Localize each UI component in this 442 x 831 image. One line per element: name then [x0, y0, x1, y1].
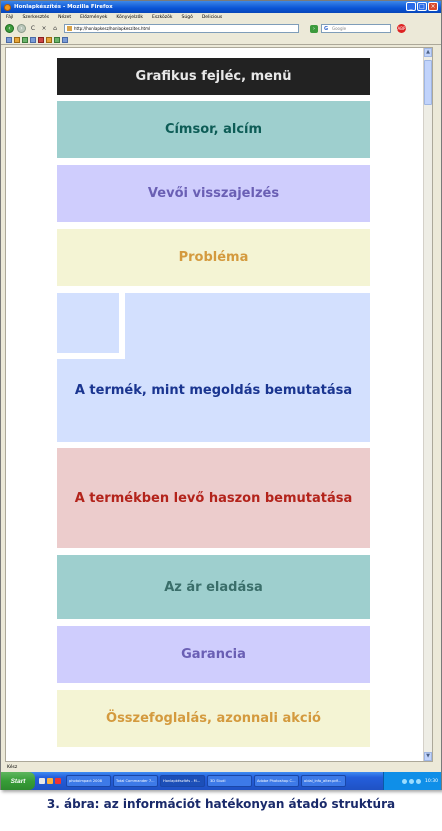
block-problem: Probléma — [57, 229, 370, 286]
favicon-icon — [67, 26, 72, 31]
reload-icon[interactable]: C — [30, 24, 36, 32]
status-bar: Kész — [7, 765, 18, 770]
firefox-icon — [4, 4, 11, 11]
task-buttons — [66, 775, 346, 787]
search-placeholder: Google — [332, 26, 347, 31]
quicklaunch-icon[interactable] — [47, 778, 53, 784]
minimize-button[interactable]: _ — [406, 2, 416, 11]
block-guarantee: Garancia — [57, 626, 370, 683]
menu-help[interactable]: Súgó — [181, 15, 193, 20]
window-controls — [406, 2, 438, 11]
page-content — [5, 47, 433, 762]
url-text: http://honlapkesz/honlapkeszites.html — [74, 26, 151, 31]
search-input[interactable] — [321, 24, 391, 33]
menu-bookmarks[interactable]: Könyvjelzők — [116, 15, 144, 20]
figure-caption: 3. ábra: az információt hatékonyan átadó struktúra — [46, 797, 396, 811]
menu-edit[interactable]: Szerkesztés — [22, 15, 50, 20]
menu-delicious[interactable]: Delicious — [201, 15, 223, 20]
maximize-button[interactable]: □ — [417, 2, 427, 11]
window-titlebar — [1, 1, 441, 13]
block-price-selling: Az ár eladása — [57, 555, 370, 619]
scroll-thumb[interactable] — [424, 60, 432, 105]
bookmark-icon[interactable] — [14, 37, 20, 43]
task-button-active[interactable]: Honlapkészítés - M... — [160, 775, 205, 787]
scroll-up-icon[interactable]: ▲ — [424, 48, 432, 57]
block-product-solution — [57, 293, 370, 442]
close-button[interactable]: × — [428, 2, 438, 11]
menu-bar — [1, 13, 441, 22]
task-button[interactable]: 3D Studi — [207, 775, 252, 787]
go-button[interactable]: › — [310, 25, 318, 33]
home-icon[interactable]: ⌂ — [53, 24, 57, 32]
url-bar[interactable] — [64, 24, 299, 33]
tray-icon[interactable] — [402, 779, 407, 784]
tray-icon[interactable] — [409, 779, 414, 784]
block-header-menu: Grafikus fejléc, menü — [57, 58, 370, 95]
block-product-benefit: A termékben levő haszon bemutatása — [57, 448, 370, 548]
start-button[interactable]: Start — [1, 772, 35, 790]
task-button[interactable]: photoimpact 2008 — [66, 775, 111, 787]
bookmark-icon[interactable] — [62, 37, 68, 43]
google-icon: G — [324, 26, 329, 32]
bookmark-icon[interactable] — [22, 37, 28, 43]
quicklaunch-icon[interactable] — [39, 778, 45, 784]
menu-file[interactable]: Fájl — [6, 15, 14, 20]
back-button[interactable]: ‹ — [5, 24, 14, 33]
clock: 10:30 — [425, 778, 438, 784]
block-testimonials: Vevői visszajelzés — [57, 165, 370, 222]
menu-history[interactable]: Előzmények — [80, 15, 108, 20]
block-title-subtitle: Címsor, alcím — [57, 101, 370, 158]
tray-icon[interactable] — [416, 779, 421, 784]
forward-button[interactable]: › — [17, 24, 26, 33]
navigation-toolbar — [1, 22, 441, 35]
image-placeholder-divider — [57, 353, 125, 359]
bookmark-icon[interactable] — [46, 37, 52, 43]
bookmark-icon[interactable] — [6, 37, 12, 43]
menu-view[interactable]: Nézet — [58, 15, 72, 20]
quick-launch — [39, 778, 61, 784]
bookmarks-toolbar — [1, 35, 441, 45]
windows-taskbar — [1, 772, 441, 790]
vertical-scrollbar[interactable] — [423, 48, 432, 761]
block-product-solution-label: A termék, mint megoldás bemutatása — [74, 383, 353, 398]
menu-tools[interactable]: Eszközök — [152, 15, 173, 20]
task-button[interactable]: oldal_info_alter.pdf... — [301, 775, 346, 787]
block-summary-action: Összefoglalás, azonnali akció — [57, 690, 370, 747]
scroll-down-icon[interactable]: ▼ — [424, 752, 432, 761]
stop-icon[interactable]: × — [41, 24, 47, 32]
adblock-icon[interactable]: ABP — [397, 26, 406, 31]
task-button[interactable]: Total Commander 7... — [113, 775, 158, 787]
quicklaunch-icon[interactable] — [55, 778, 61, 784]
bookmark-icon[interactable] — [38, 37, 44, 43]
system-tray — [383, 772, 441, 790]
window-title: Honlapkészítés - Mozilla Firefox — [14, 4, 113, 10]
bookmark-icon[interactable] — [30, 37, 36, 43]
task-button[interactable]: Adobe Photoshop C... — [254, 775, 299, 787]
image-placeholder-divider — [119, 293, 125, 359]
bookmark-icon[interactable] — [54, 37, 60, 43]
